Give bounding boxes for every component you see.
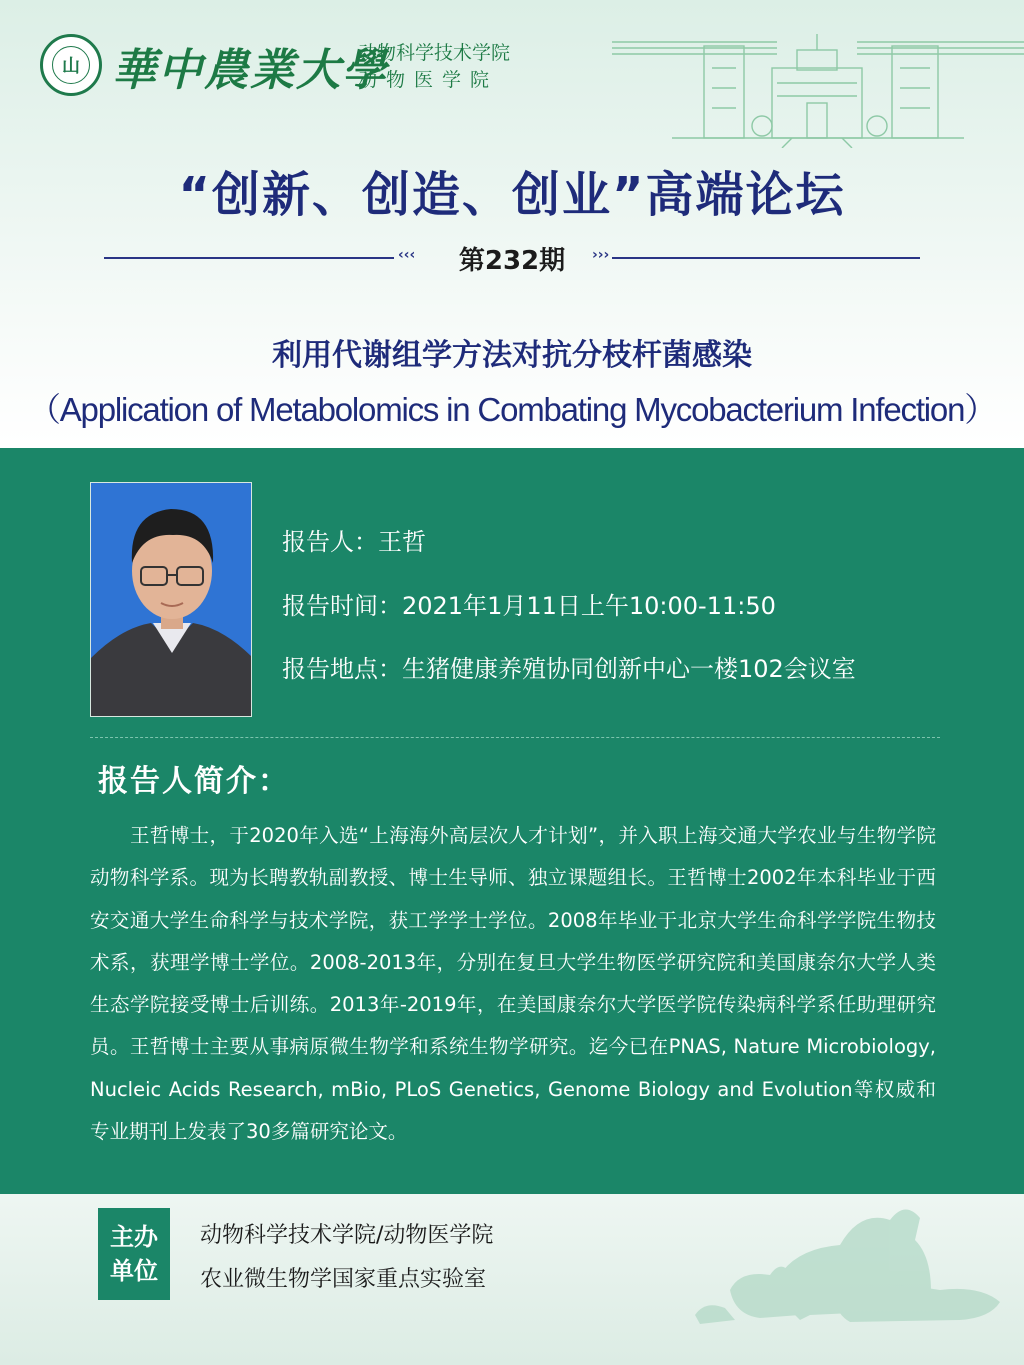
header-section bbox=[0, 0, 1024, 444]
chevron-left-icon: ‹‹‹ bbox=[398, 247, 416, 263]
chevron-right-icon: ››› bbox=[592, 247, 610, 263]
section-divider bbox=[90, 737, 940, 738]
organizer-1: 动物科学技术学院/动物医学院 bbox=[200, 1223, 494, 1248]
bio-heading: 报告人简介： bbox=[98, 764, 290, 799]
organizer-2: 农业微生物学国家重点实验室 bbox=[200, 1267, 487, 1292]
university-emblem bbox=[40, 34, 102, 96]
issue-number: 第232期 bbox=[458, 246, 566, 276]
bio-text: 王哲博士，于2020年入选“上海海外高层次人才计划”，并入职上海交通大学农业与生物学院动物科学系。现为长聘教轨副教授、博士生导师、独立课题组长。王哲博士2002年本科毕业于西安交通大学生命科学与技术学院，获工学学士学位。2008年毕业于北京大学生命科学学院生物技术系，获理学博士学位。2008-2013年，分别在复旦大学生物医学研究院和美国康奈尔大学人类生态学院接受博士后训练。2013年-2019年，在美国康奈尔大学医学院传染病科学系任助理研究员。王哲博士主要从事病原微生物学和系统生物学研究。迄今已在PNAS, Nature Microbiology, Nucleic Acids Research, mBio, PLoS Genetics, Genome Biology and Evolution等权威和专业期刊上发表了30多篇研究论文。 bbox=[90, 824, 936, 1144]
campus-building-illustration bbox=[612, 28, 1024, 148]
forum-title: “创新、创造、创业”高端论坛 bbox=[178, 167, 846, 223]
university-name: 華中農業大學 bbox=[112, 45, 388, 96]
talk-title-english: （Application of Metabolomics in Combating Mycobacterium Infection） bbox=[27, 391, 997, 428]
talk-title-chinese: 利用代谢组学方法对抗分枝杆菌感染 bbox=[272, 338, 752, 373]
speaker-name: 报告人：王哲 bbox=[282, 528, 426, 556]
livestock-illustration bbox=[690, 1190, 1024, 1365]
talk-time: 报告时间：2021年1月11日上午10:00-11:50 bbox=[282, 592, 776, 620]
organizer-badge-line-1: 主办 bbox=[110, 1223, 158, 1251]
speaker-portrait-image bbox=[91, 483, 252, 717]
college-names bbox=[358, 40, 510, 94]
college-line-1: 动物科学技术学院 bbox=[358, 42, 511, 64]
divider-right bbox=[612, 257, 920, 259]
speaker-photo bbox=[90, 482, 252, 717]
college-line-2: 动物医学院 bbox=[358, 69, 499, 91]
talk-location: 报告地点：生猪健康养殖协同创新中心一楼102会议室 bbox=[282, 655, 856, 683]
organizer-badge bbox=[98, 1208, 170, 1300]
emblem-mountain-icon: 山 bbox=[52, 46, 90, 84]
organizer-badge-line-2: 单位 bbox=[110, 1257, 158, 1285]
